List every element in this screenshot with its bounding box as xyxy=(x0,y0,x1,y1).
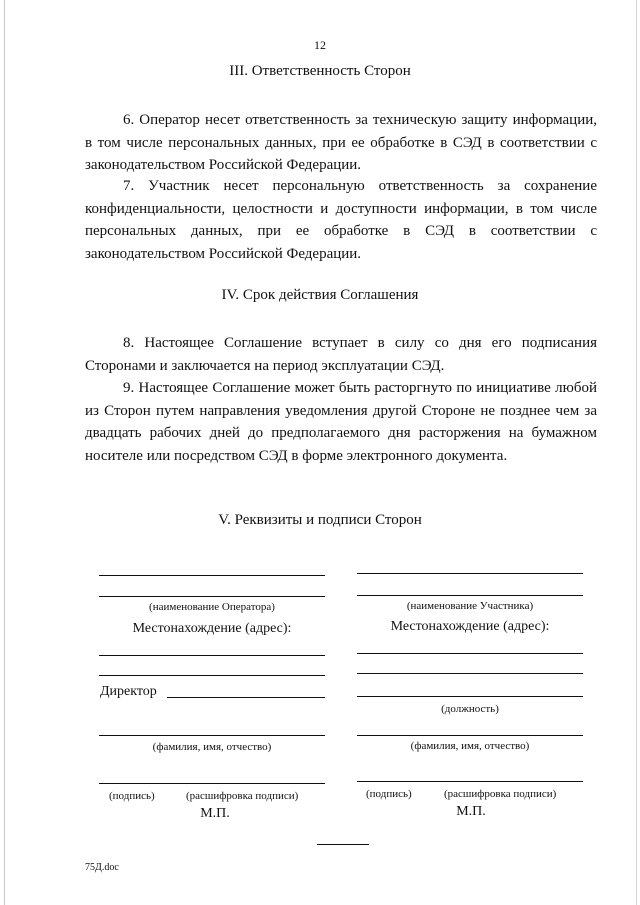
operator-signature-caption: (подпись) xyxy=(109,790,155,802)
participant-position-caption: (должность) xyxy=(441,703,499,715)
participant-name-line-1[interactable] xyxy=(357,573,583,574)
scan-edge-right xyxy=(636,0,637,905)
participant-address-label: Местонахождение (адрес): xyxy=(390,619,550,634)
participant-signature-caption: (подпись) xyxy=(366,788,412,800)
participant-address-line-1[interactable] xyxy=(357,653,583,654)
participant-name-caption: (наименование Участника) xyxy=(406,600,534,612)
operator-director-label: Директор xyxy=(100,684,157,699)
operator-address-line-1[interactable] xyxy=(99,655,325,656)
operator-name-line-2[interactable] xyxy=(99,596,325,597)
section-3-title: III. Ответственность Сторон xyxy=(229,63,411,79)
operator-name-line-1[interactable] xyxy=(99,575,325,576)
operator-address-label: Местонахождение (адрес): xyxy=(132,621,292,636)
operator-signature-line[interactable] xyxy=(99,783,325,784)
participant-signature-line[interactable] xyxy=(357,781,583,782)
participant-address-line-2[interactable] xyxy=(357,673,583,674)
operator-address-line-2[interactable] xyxy=(99,675,325,676)
paragraph-8: 8. Настоящее Соглашение вступает в силу со дня его подписания Сторонами и заключается на период эксплуатации СЭД. xyxy=(85,335,597,374)
participant-decipher-caption: (расшифровка подписи) xyxy=(444,788,557,800)
section-5-title: V. Реквизиты и подписи Сторон xyxy=(218,512,422,528)
operator-stamp-label: М.П. xyxy=(200,806,230,821)
footer-filename: 75Д.doc xyxy=(85,862,119,873)
scan-edge-left xyxy=(4,0,5,905)
operator-name-caption: (наименование Оператора) xyxy=(149,601,275,613)
paragraph-6: 6. Оператор несет ответственность за техническую защиту информации, в том числе персональных данных, при ее обработке в СЭД в соответствии с законодательством Российской Федерации. xyxy=(85,112,597,173)
paragraph-7: 7. Участник несет персональную ответственность за сохранение конфиденциальности, целостности и доступности информации, в том числе персональных данных, при ее обработке в СЭД в соответствии с законодательством Российской Федерации. xyxy=(85,178,597,262)
operator-fio-line[interactable] xyxy=(99,735,325,736)
paragraph-9: 9. Настоящее Соглашение может быть расторгнуто по инициативе любой из Сторон путем направления уведомления другой Стороне не позднее чем за двадцать рабочих дней до предполагаемого дня расторжения на бумажном носителе или посредством СЭД в форме электронного документа. xyxy=(85,380,597,464)
section-4-title: IV. Срок действия Соглашения xyxy=(221,287,419,303)
participant-stamp-label: М.П. xyxy=(456,804,486,819)
operator-fio-caption: (фамилия, имя, отчество) xyxy=(152,741,272,753)
operator-decipher-caption: (расшифровка подписи) xyxy=(186,790,299,802)
participant-fio-caption: (фамилия, имя, отчество) xyxy=(410,740,530,752)
operator-director-line[interactable] xyxy=(167,697,325,698)
participant-fio-line[interactable] xyxy=(357,735,583,736)
page-number: 12 xyxy=(314,38,326,52)
footer-divider xyxy=(317,844,369,845)
participant-position-line[interactable] xyxy=(357,696,583,697)
participant-name-line-2[interactable] xyxy=(357,595,583,596)
